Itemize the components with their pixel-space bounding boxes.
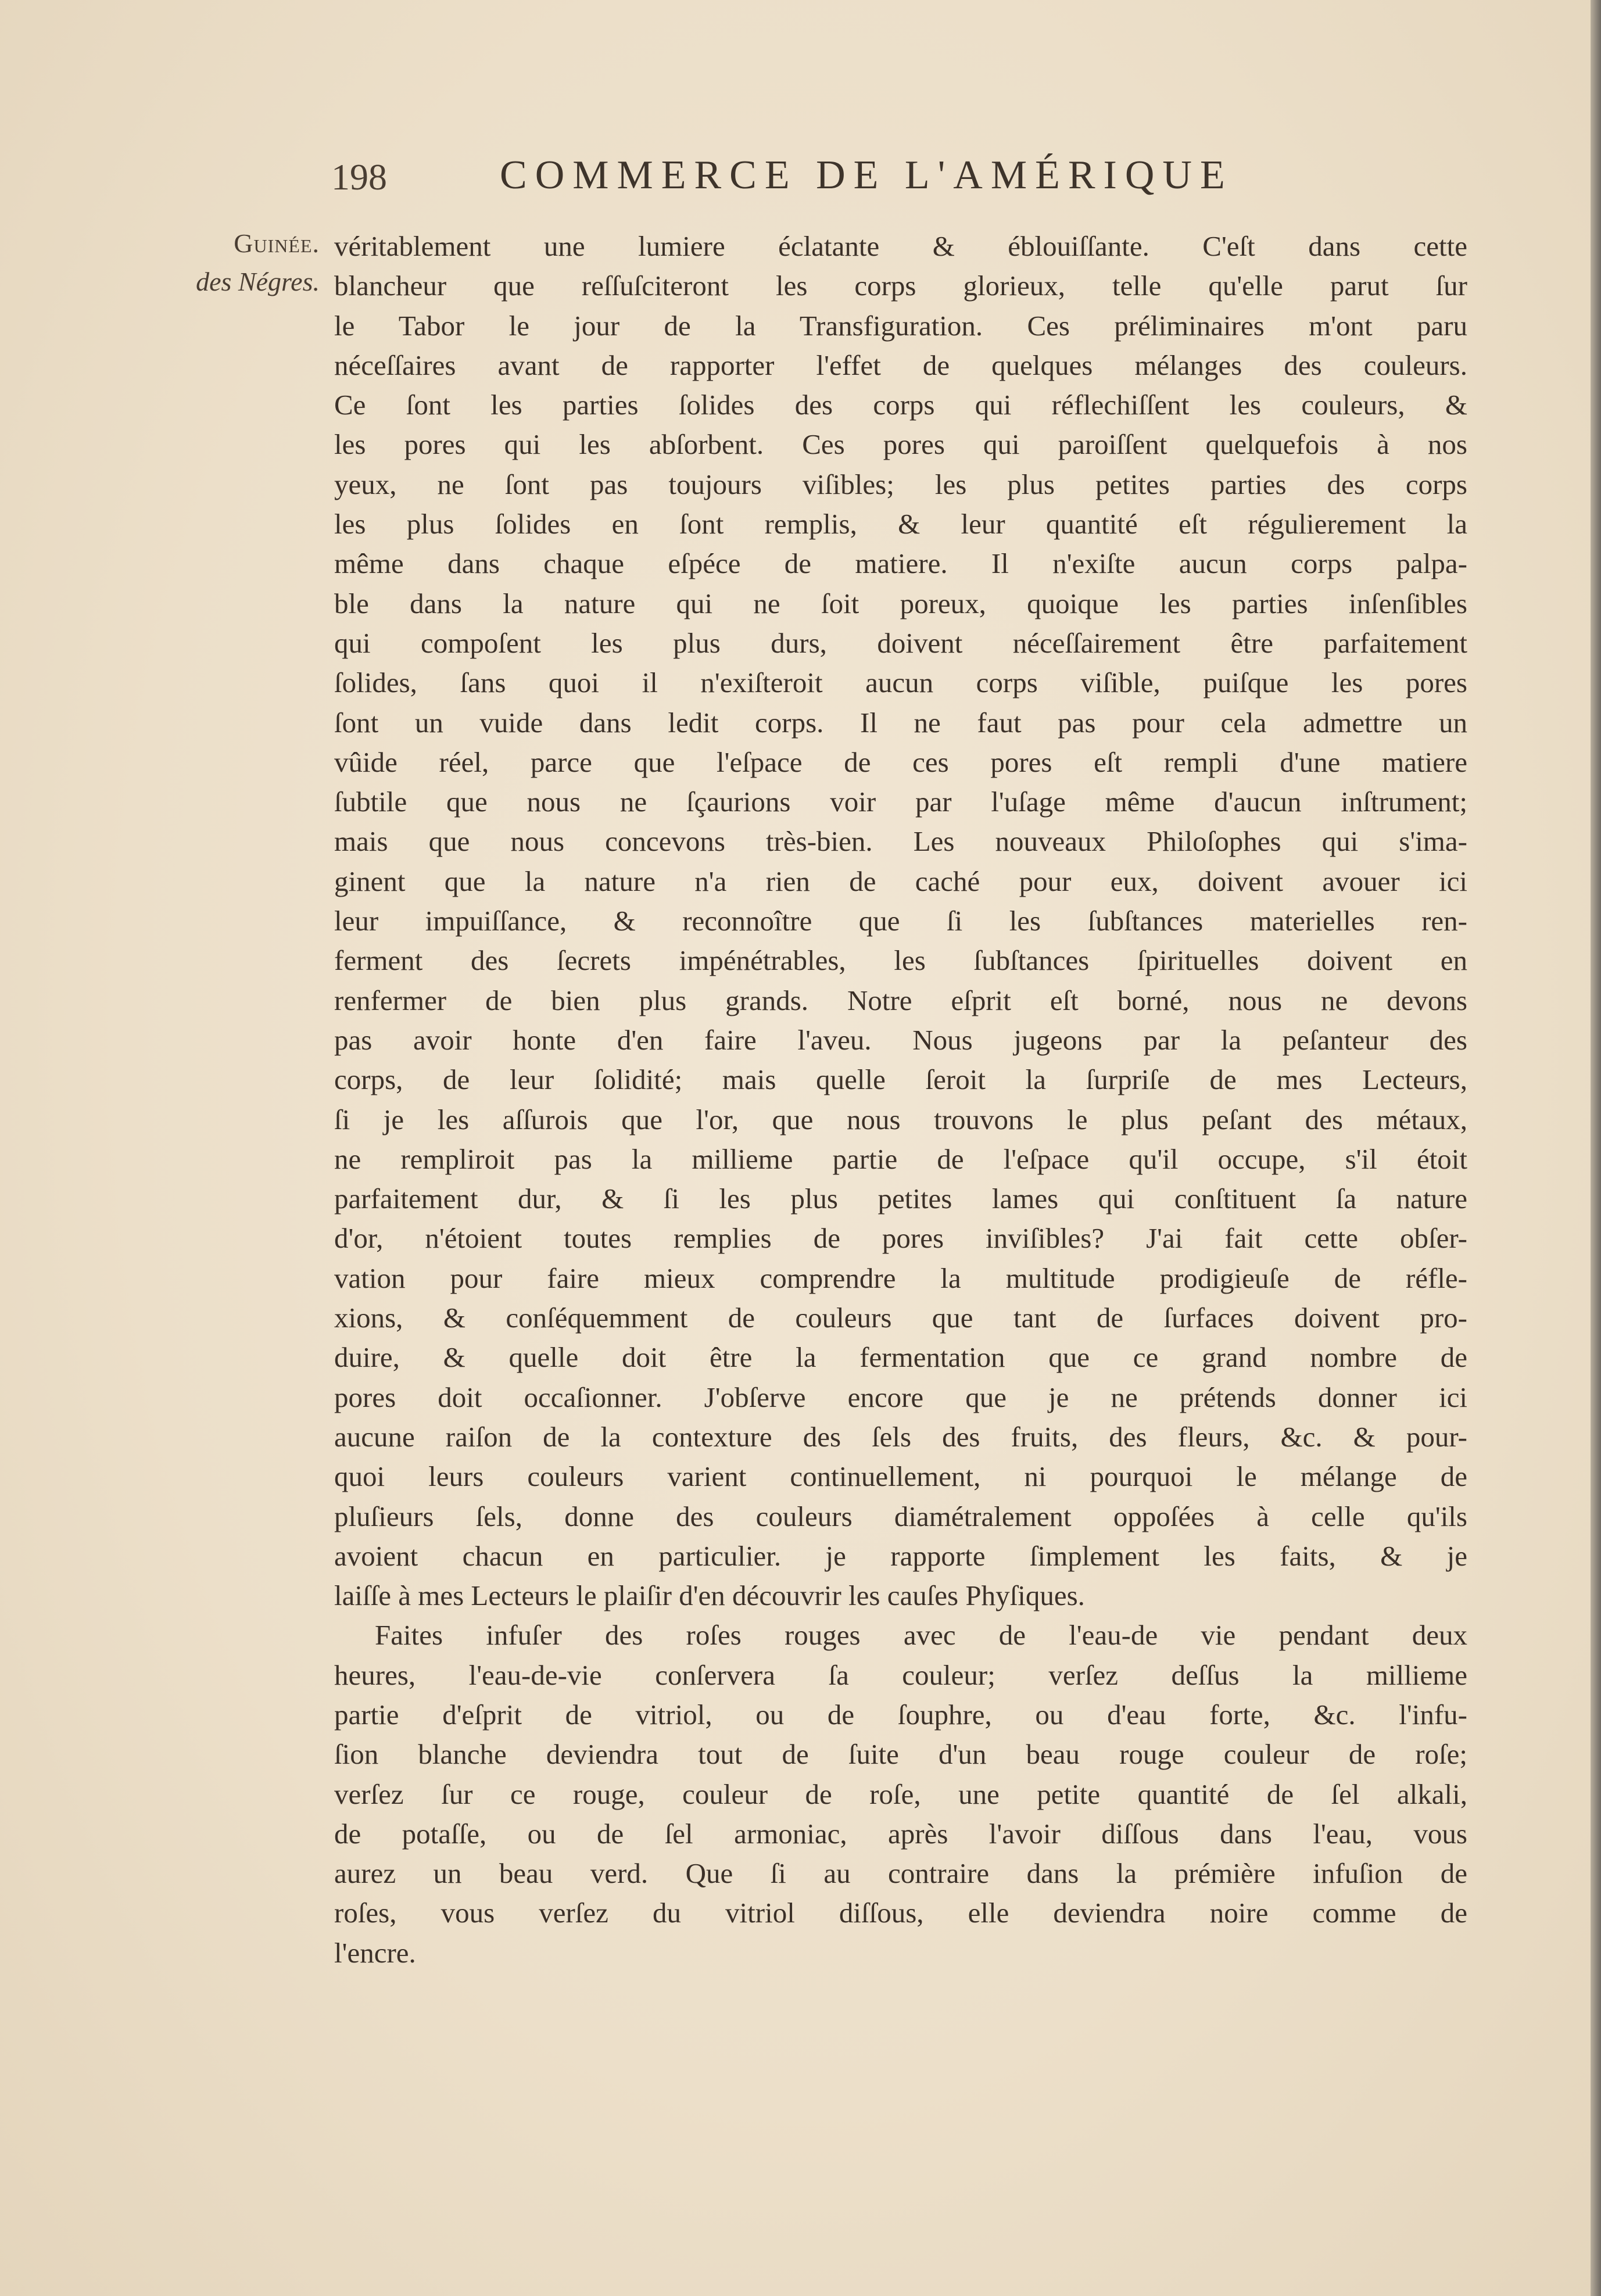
margin-note-negres: des Négres. [196, 267, 320, 296]
text-line: laiſſe à mes Lecteurs le plaiſir d'en découvrir les cauſes Phyſiques. [334, 1579, 1085, 1612]
page-edge [1591, 0, 1601, 2296]
text-line: les plus ſolides en ſont remplis, & leur quantité eſt régulierement la [334, 508, 1467, 540]
text-line: roſes, vous verſez du vitriol diſſous, elle deviendra noire comme de [334, 1897, 1467, 1929]
text-line: mais que nous concevons très-bien. Les nouveaux Philoſophes qui s'ima- [334, 825, 1467, 858]
text-line: leur impuiſſance, & reconnoître que ſi les ſubſtances materielles ren- [334, 905, 1467, 937]
text-line: ble dans la nature qui ne ſoit poreux, quoique les parties inſenſibles [334, 587, 1467, 619]
text-line: parfaitement dur, & ſi les plus petites lames qui conſtituent ſa nature [334, 1183, 1467, 1215]
text-line: yeux, ne ſont pas toujours viſibles; les plus petites parties des corps [334, 468, 1467, 500]
text-line: pluſieurs ſels, donne des couleurs diamétralement oppoſées à celle qu'ils [334, 1500, 1467, 1532]
text-line: partie d'eſprit de vitriol, ou de ſouphre, ou d'eau forte, &c. l'infu- [334, 1698, 1467, 1731]
text-line: ſolides, ſans quoi il n'exiſteroit aucun corps viſible, puiſque les pores [334, 667, 1467, 699]
text-line: heures, l'eau-de-vie conſervera ſa couleur; verſez deſſus la millieme [334, 1659, 1467, 1691]
page-number: 198 [331, 156, 387, 198]
text-line: le Tabor le jour de la Transfiguration. Ces préliminaires m'ont paru [334, 309, 1467, 342]
text-line: aurez un beau verd. Que ſi au contraire dans la prémière infuſion de [334, 1857, 1467, 1890]
text-line: ſont un vuide dans ledit corps. Il ne faut pas pour cela admettre un [334, 706, 1467, 739]
text-line: corps, de leur ſolidité; mais quelle ſeroit la ſurpriſe de mes Lecteurs, [334, 1063, 1467, 1096]
text-line: quoi leurs couleurs varient continuellement, ni pourquoi le mélange de [334, 1460, 1467, 1493]
text-line: d'or, n'étoient toutes remplies de pores inviſibles? J'ai fait cette obſer- [334, 1222, 1467, 1255]
text-line: ſion blanche deviendra tout de ſuite d'un beau rouge couleur de roſe; [334, 1738, 1467, 1771]
running-title: COMMERCE DE L'AMÉRIQUE [500, 153, 1233, 198]
text-line: les pores qui les abſorbent. Ces pores qui paroiſſent quelquefois à nos [334, 428, 1467, 461]
text-line: aucune raiſon de la contexture des ſels des fruits, des fleurs, &c. & pour- [334, 1420, 1467, 1453]
text-line: pores doit occaſionner. J'obſerve encore que je ne prétends donner ici [334, 1381, 1467, 1413]
text-line: qui compoſent les plus durs, doivent néceſſairement être parfaitement [334, 626, 1467, 659]
text-line: blancheur que reſſuſciteront les corps glorieux, telle qu'elle parut ſur [334, 270, 1467, 302]
text-line: pas avoir honte d'en faire l'aveu. Nous jugeons par la peſanteur des [334, 1023, 1467, 1056]
text-line: l'encre. [334, 1936, 416, 1969]
text-line: Ce ſont les parties ſolides des corps qui réflechiſſent les couleurs, & [334, 389, 1467, 421]
text-line: ferment des ſecrets impénétrables, les ſubſtances ſpirituelles doivent en [334, 944, 1467, 977]
text-line: ne rempliroit pas la millieme partie de l'eſpace qu'il occupe, s'il étoit [334, 1142, 1467, 1175]
text-line: avoient chacun en particulier. je rapporte ſimplement les faits, & je [334, 1539, 1467, 1572]
text-line: même dans chaque eſpéce de matiere. Il n'exiſte aucun corps palpa- [334, 547, 1467, 580]
text-line: duire, & quelle doit être la fermentation que ce grand nombre de [334, 1341, 1467, 1374]
text-line: de potaſſe, ou de ſel armoniac, après l'avoir diſſous dans l'eau, vous [334, 1817, 1467, 1850]
text-line: vation pour faire mieux comprendre la multitude prodigieuſe de réfle- [334, 1262, 1467, 1294]
text-line: vûide réel, parce que l'eſpace de ces pores eſt rempli d'une matiere [334, 746, 1467, 778]
text-line: renfermer de bien plus grands. Notre eſprit eſt borné, nous ne devons [334, 984, 1467, 1016]
text-line: ſi je les aſſurois que l'or, que nous trouvons le plus peſant des métaux, [334, 1103, 1467, 1136]
text-line: Faites infuſer des roſes rouges avec de l'eau-de vie pendant deux [375, 1619, 1467, 1652]
text-line: xions, & conſéquemment de couleurs que tant de ſurfaces doivent pro- [334, 1302, 1467, 1334]
text-line: ſubtile que nous ne ſçaurions voir par l'uſage même d'aucun inſtrument; [334, 786, 1467, 818]
margin-note-guinee: Guinée. [234, 228, 320, 258]
text-line: néceſſaires avant de rapporter l'effet de quelques mélanges des couleurs. [334, 349, 1467, 381]
running-head [325, 152, 1302, 210]
body-text [334, 227, 1467, 1973]
text-line: véritablement une lumiere éclatante & éblouiſſante. C'eſt dans cette [334, 230, 1467, 262]
text-line: ginent que la nature n'a rien de caché pour eux, doivent avouer ici [334, 865, 1467, 897]
text-line: verſez ſur ce rouge, couleur de roſe, une petite quantité de ſel alkali, [334, 1778, 1467, 1810]
